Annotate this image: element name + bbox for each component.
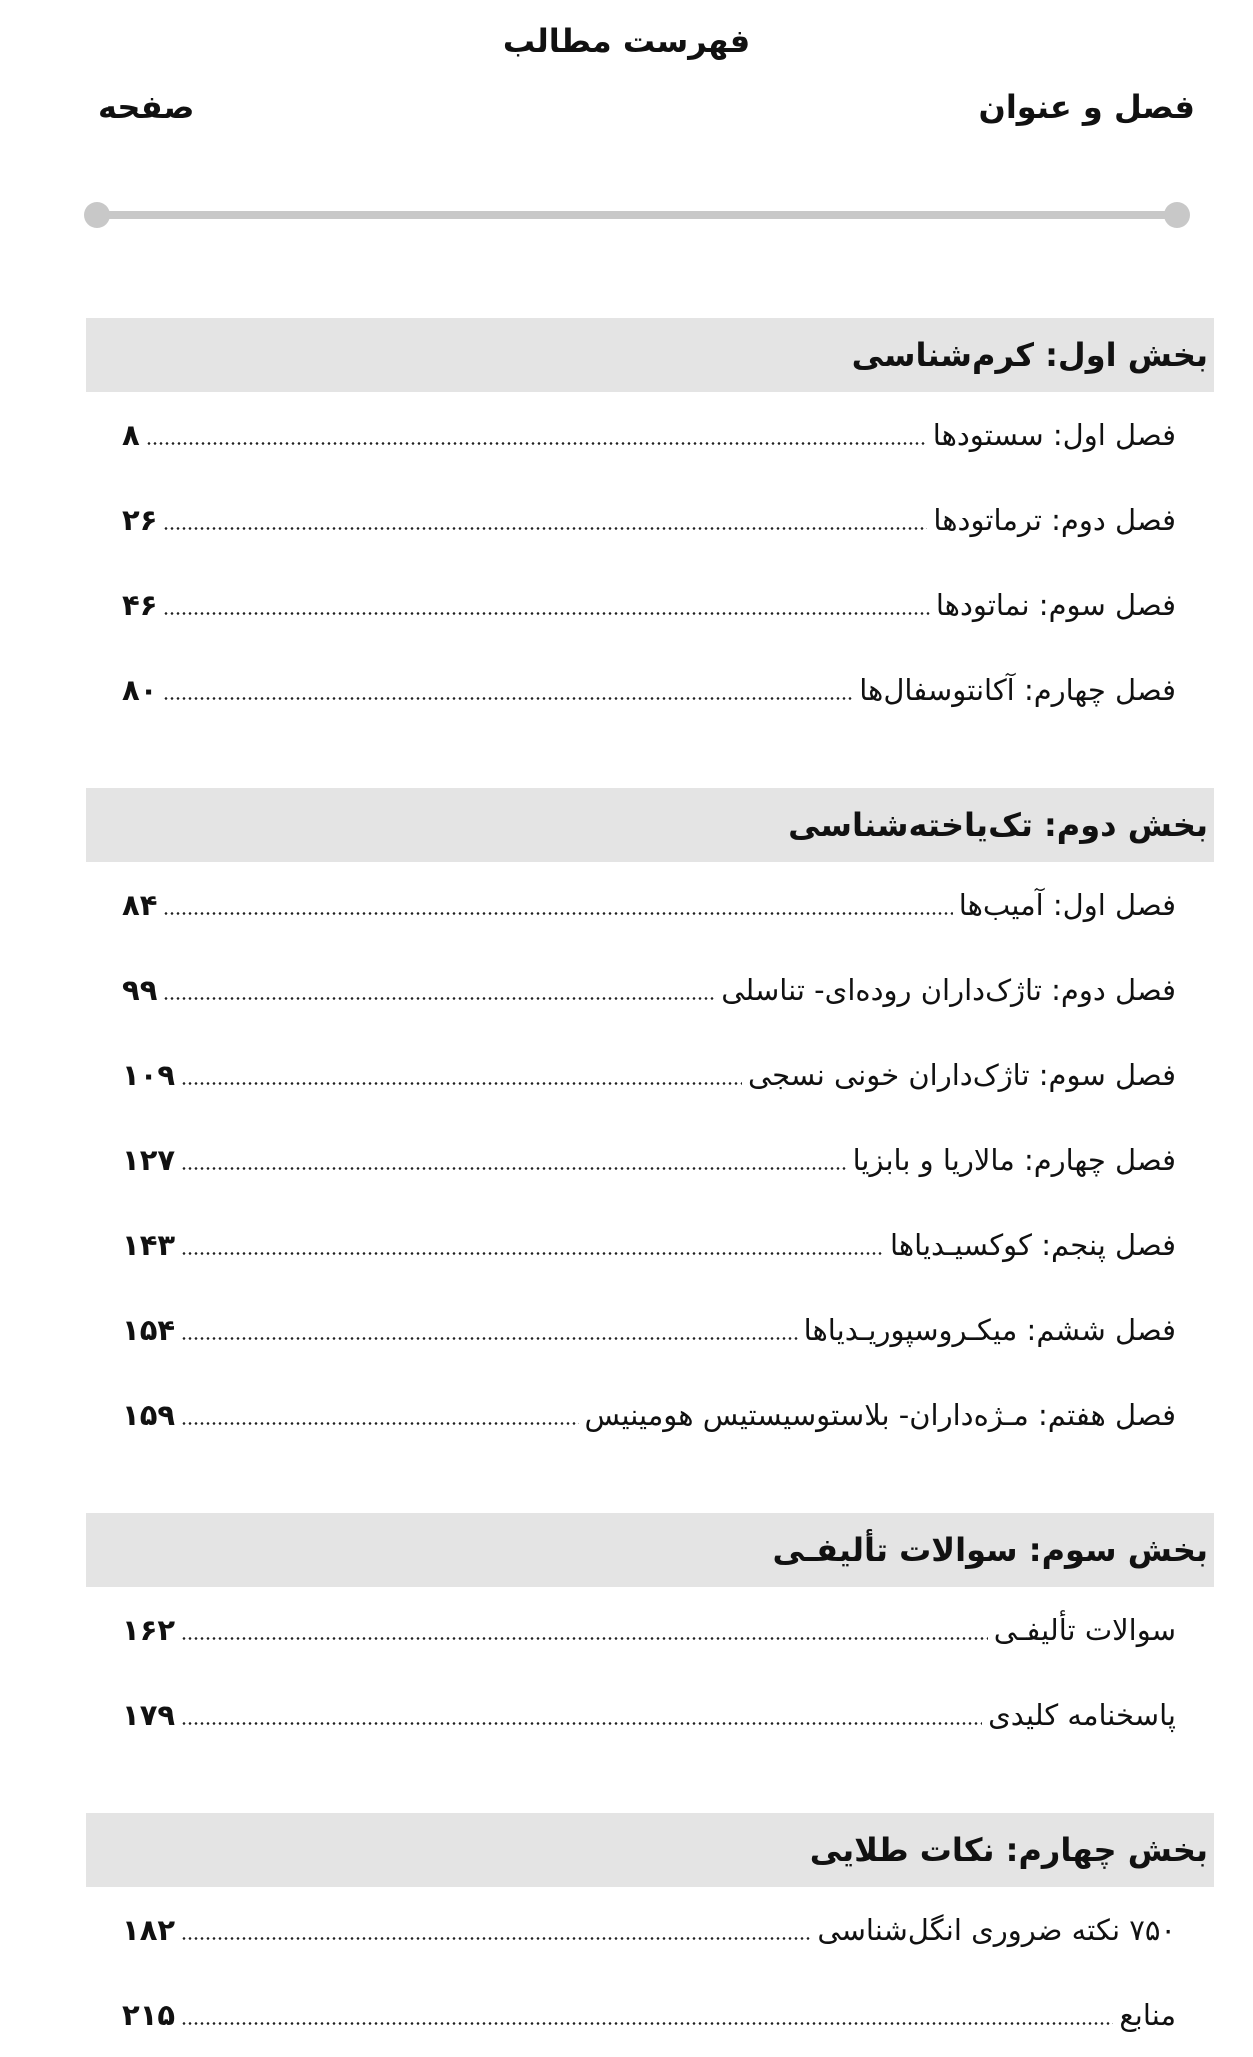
dot-leader <box>163 697 853 700</box>
entry-title: منابع <box>1119 1997 1176 2032</box>
dot-leader <box>163 912 952 915</box>
section-header <box>86 1513 1214 1587</box>
entry-page-number: ۱۸۲ <box>122 1912 176 1947</box>
dot-leader <box>181 2022 1113 2025</box>
dot-leader <box>181 1167 846 1170</box>
toc-entry[interactable] <box>86 862 1214 947</box>
toc-entry[interactable] <box>86 1372 1214 1457</box>
dot-leader <box>181 1722 982 1725</box>
toc-entry[interactable] <box>86 1972 1214 2057</box>
entry-title: فصل اول: آمیب‌ها <box>958 887 1176 922</box>
toc-entry[interactable] <box>86 562 1214 647</box>
dot-leader <box>163 612 929 615</box>
section-title: بخش اول: کرم‌شناسی <box>851 336 1208 374</box>
entry-title: ۷۵۰ نکته ضروری انگل‌شناسی <box>817 1912 1176 1947</box>
entry-page-number: ۱۰۹ <box>122 1057 176 1092</box>
toc-entry[interactable] <box>86 477 1214 562</box>
entry-title: فصل ششم: میکـروسپوریـدیاها <box>803 1312 1176 1347</box>
dot-leader <box>181 1637 988 1640</box>
entry-page-number: ۸۰ <box>122 672 158 707</box>
entry-title: سوالات تألیفـی <box>993 1612 1176 1647</box>
column-header-page: صفحه <box>98 88 195 126</box>
entry-title: فصل دوم: تاژک‌داران روده‌ای- تناسلی <box>721 972 1176 1007</box>
entry-title: فصل اول: سستودها <box>932 417 1176 452</box>
entry-title: فصل هفتم: مـژه‌داران- بلاستوسیستیس هومینیس <box>584 1397 1176 1432</box>
section-title: بخش دوم: تک‌یاخته‌شناسی <box>788 806 1208 844</box>
entry-page-number: ۹۹ <box>122 972 158 1007</box>
section-header <box>86 318 1214 392</box>
toc-entry[interactable] <box>86 1117 1214 1202</box>
toc-entry[interactable] <box>86 1887 1214 1972</box>
entry-page-number: ۱۷۹ <box>122 1697 176 1732</box>
entry-page-number: ۸ <box>122 417 140 452</box>
entry-title: فصل چهارم: آکانتوسفال‌ها <box>859 672 1176 707</box>
dot-leader <box>163 997 715 1000</box>
toc-entry[interactable] <box>86 1202 1214 1287</box>
toc-entry[interactable] <box>86 647 1214 732</box>
entry-page-number: ۸۴ <box>122 887 158 922</box>
dot-leader <box>181 1422 578 1425</box>
section-header <box>86 1813 1214 1887</box>
entry-page-number: ۱۶۲ <box>122 1612 176 1647</box>
dot-leader <box>181 1337 798 1340</box>
dot-leader <box>181 1252 884 1255</box>
table-of-contents <box>86 318 1214 2057</box>
section-spacer <box>86 1757 1214 1813</box>
entry-page-number: ۱۲۷ <box>122 1142 176 1177</box>
dot-leader <box>181 1937 811 1940</box>
dot-leader <box>146 442 927 445</box>
toc-entry[interactable] <box>86 1587 1214 1672</box>
divider-end-dot <box>84 202 110 228</box>
toc-entry[interactable] <box>86 1672 1214 1757</box>
entry-title: فصل چهارم: مالاریا و بابزیا <box>852 1142 1176 1177</box>
column-header-title: فصل و عنوان <box>978 88 1195 126</box>
entry-page-number: ۴۶ <box>122 587 158 622</box>
section-header <box>86 788 1214 862</box>
entry-title: فصل سوم: تاژک‌داران خونی نسجی <box>747 1057 1176 1092</box>
entry-page-number: ۲۶ <box>122 502 158 537</box>
divider-line <box>98 211 1176 219</box>
toc-entry[interactable] <box>86 947 1214 1032</box>
entry-page-number: ۱۴۳ <box>122 1227 176 1262</box>
toc-entry[interactable] <box>86 1032 1214 1117</box>
entry-page-number: ۱۵۹ <box>122 1397 176 1432</box>
section-title: بخش چهارم: نکات طلایی <box>809 1831 1208 1869</box>
toc-entry[interactable] <box>86 1287 1214 1372</box>
dot-leader <box>163 527 927 530</box>
toc-entry[interactable] <box>86 392 1214 477</box>
section-title: بخش سوم: سوالات تألیفـی <box>772 1531 1208 1569</box>
entry-page-number: ۲۱۵ <box>122 1997 176 2032</box>
divider-end-dot <box>1164 202 1190 228</box>
entry-title: فصل دوم: ترماتودها <box>933 502 1176 537</box>
entry-title: فصل پنجم: کوکسیـدیاها <box>890 1227 1176 1262</box>
dot-leader <box>181 1082 742 1085</box>
section-spacer <box>86 1457 1214 1513</box>
entry-title: پاسخنامه کلیدی <box>988 1697 1176 1732</box>
entry-title: فصل سوم: نماتودها <box>935 587 1176 622</box>
page-title: فهرست مطالب <box>502 22 751 60</box>
header-divider <box>84 202 1190 228</box>
section-spacer <box>86 732 1214 788</box>
entry-page-number: ۱۵۴ <box>122 1312 176 1347</box>
